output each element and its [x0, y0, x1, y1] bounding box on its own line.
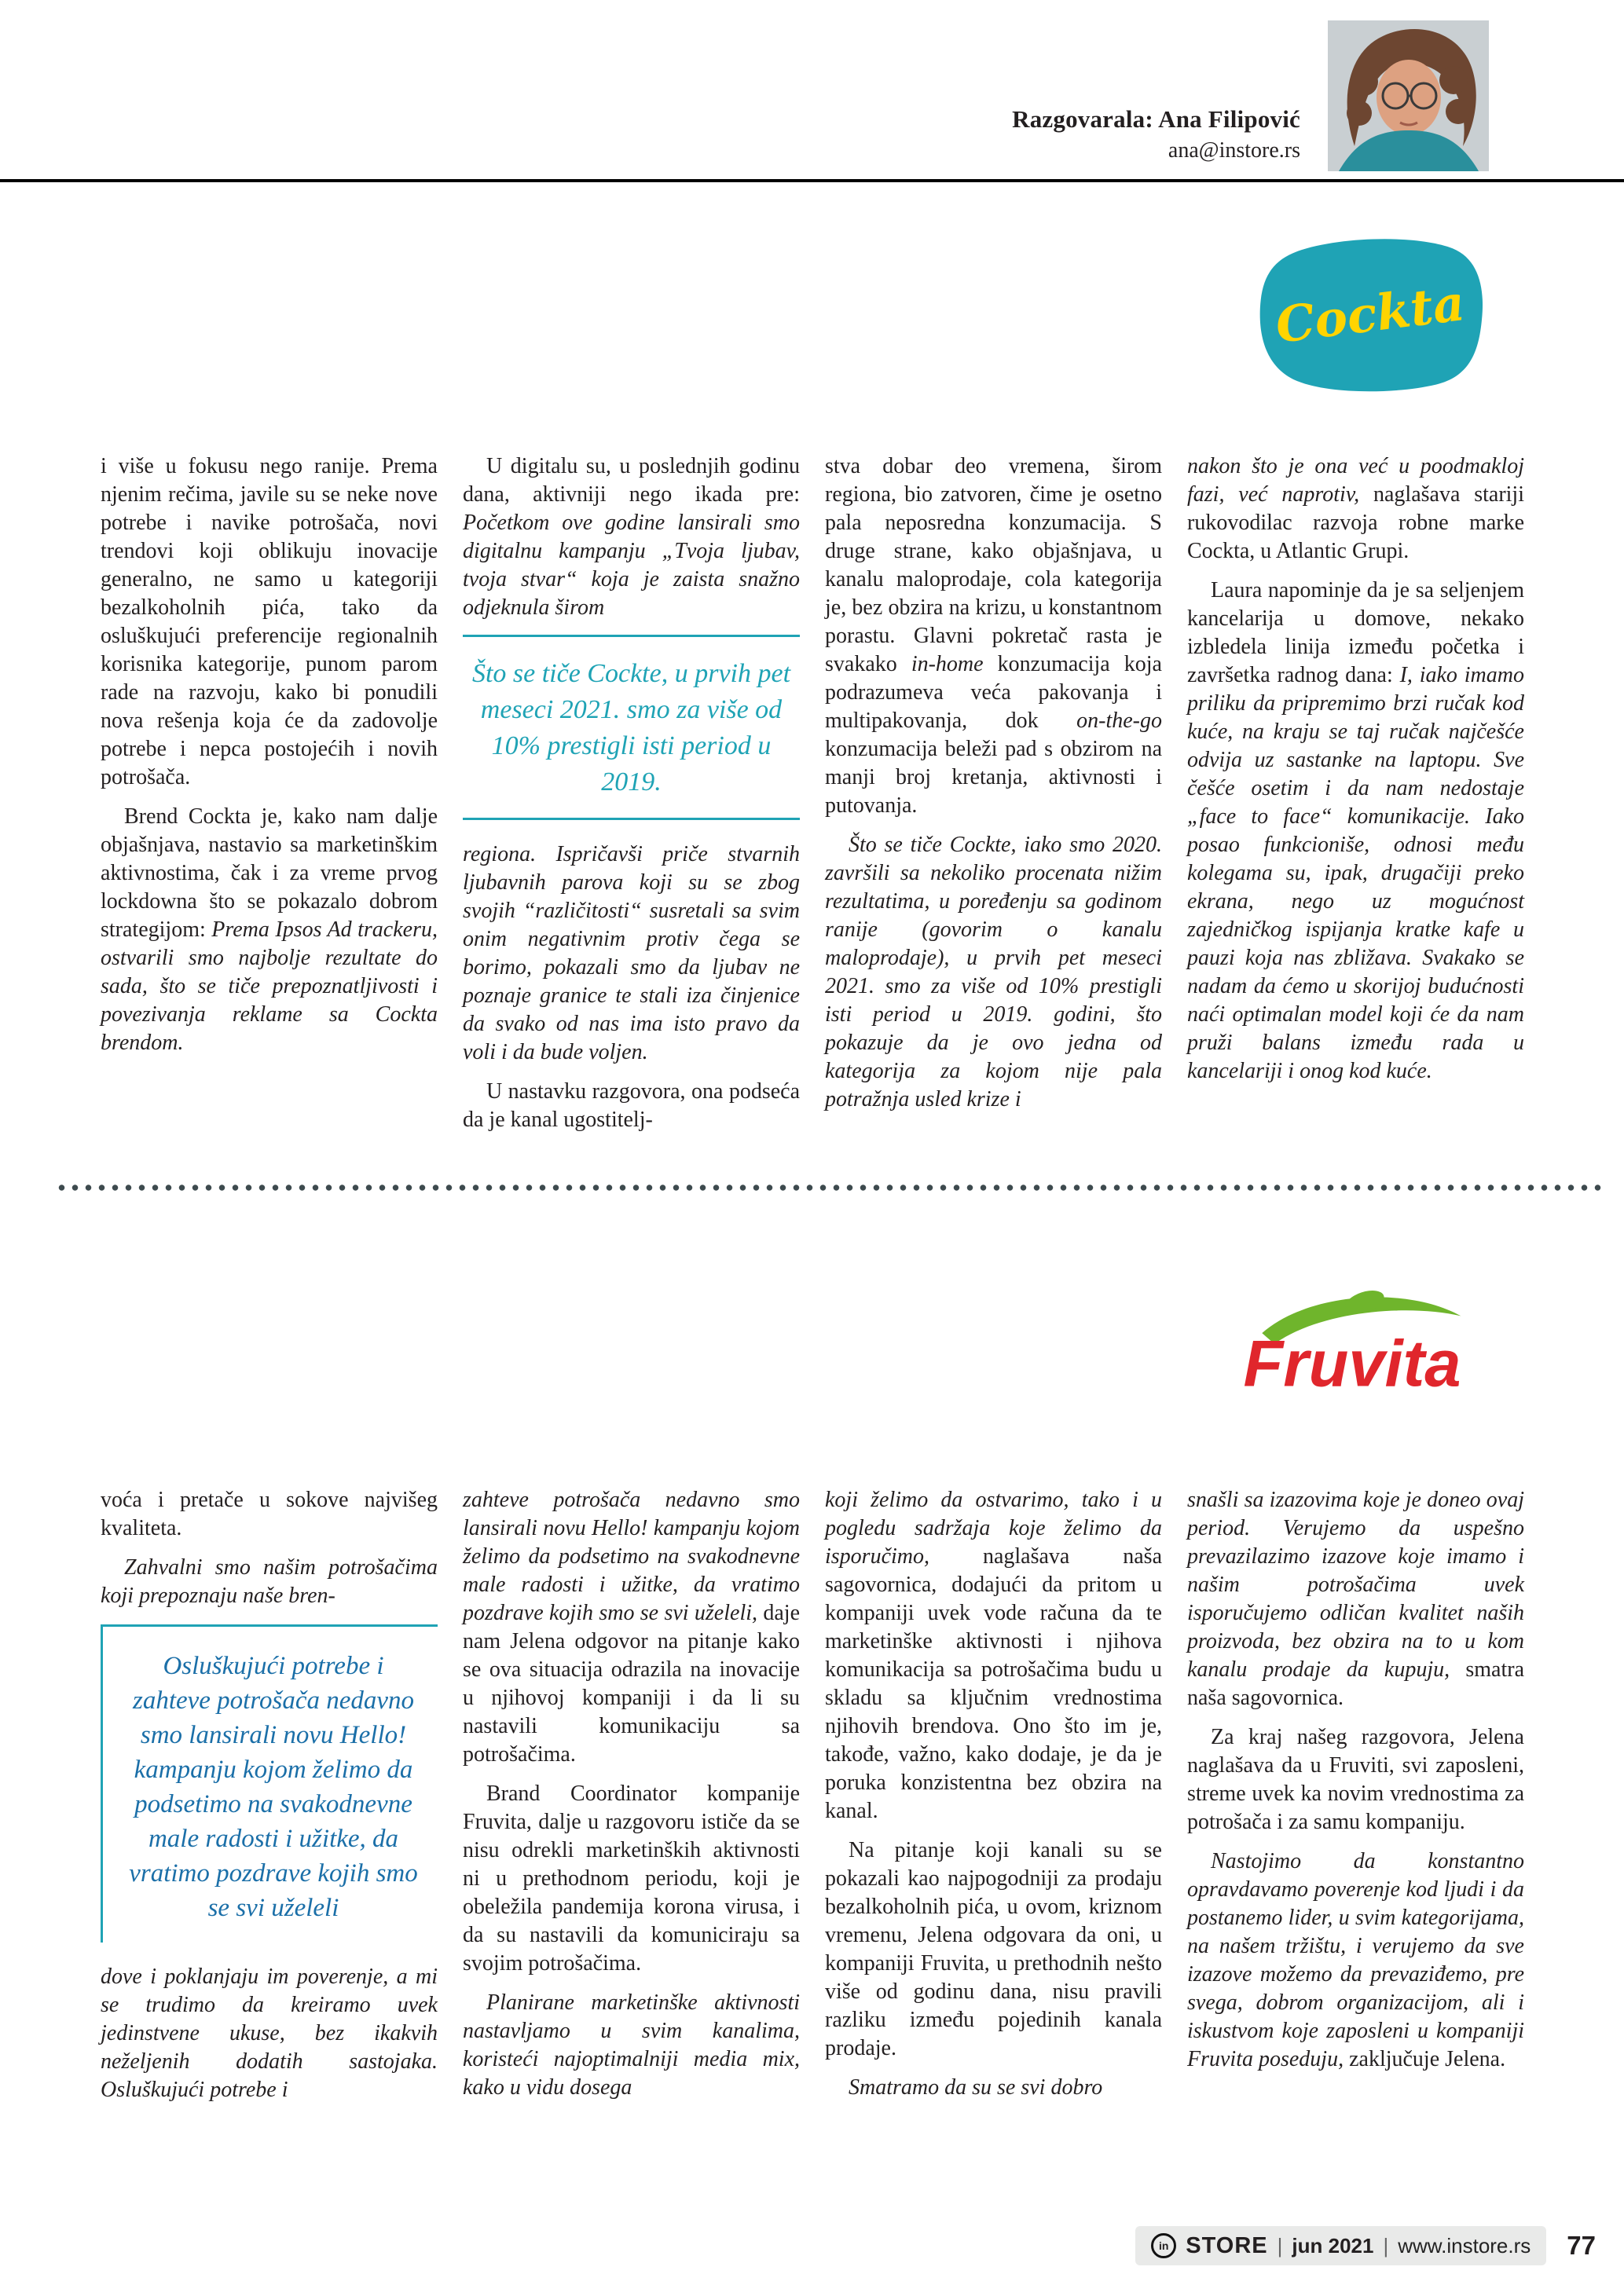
footer-separator-icon: |	[1277, 2233, 1283, 2258]
paragraph: snašli sa izazovima koje je doneo ovaj period. Verujemo da uspešno prevazilazimo izazove koje imamo i našim potrošačima uvek isporučujemo odličan kvalitet naših proizvoda, bez obzira na to u kom kanalu prodaje da kupuju, smatra naša sagovornica.	[1187, 1488, 1524, 1710]
footer-separator-icon: |	[1383, 2233, 1389, 2258]
paragraph: stva dobar deo vremena, širom regiona, bio zatvoren, čime je osetno pala neposredna konzumacija. S druge strane, kako objašnjava, u kanalu maloprodaje, cola kategorija je, bez obzira na krizu, u konstantnom porastu. Glavni pokretač rasta je svakako in-home konzumacija koja podrazumeva veća pakovanja i multipakovanja, dok on-the-go konzumacija beleži pad s obzirom na manji broj kretanja, aktivnosti i putovanja.	[825, 454, 1162, 818]
fruvita-column-2	[463, 1486, 800, 2115]
magazine-name: STORE	[1186, 2232, 1268, 2258]
paragraph: Smatramo da su se svi dobro	[849, 2075, 1103, 2100]
cockta-article	[101, 452, 1524, 1145]
paragraph: Na pitanje koji kanali su se pokazali kao najpogodniji za prodaju bezalkoholnih pića, u ovom, kriznom vremenu, Jelena odgovara da oni, u kompaniji Fruvita, u prethodnih nešto više od godinu dana, nisu pravili razliku između pojedinih kanala prodaje.	[825, 1838, 1162, 2060]
column-text	[101, 1963, 438, 2104]
paragraph: i više u fokusu nego ranije. Prema njenim rečima, javile su se neke nove potrebe i navike potrošača, novi trendovi koji oblikuju inovacije generalno, ne samo u kategoriji bezalkoholnih pića, tako da osluškujući preferencije regionalnih korisnika kategorije, punom parom rade na razvoju, kako bi ponudili nova rešenja koja će da zadovolje potrebe i nepca postojećih i novih potrošača.	[101, 454, 438, 789]
paragraph: Nastojimo da konstantno opravdavamo poverenje kod ljudi i da postanemo lider, u svim kategorijama, na našem tržištu, i verujemo da sve izazove možemo da prevaziđemo, pre svega, dobrom organizacijom, ali i iskustvom koje zaposleni u kompaniji Fruvita poseduju, zaključuje Jelena.	[1187, 1849, 1524, 2071]
cockta-logo	[1256, 234, 1485, 396]
footer-band	[1135, 2226, 1546, 2265]
byline: Razgovarala: Ana Filipović	[1012, 105, 1300, 133]
column-text	[101, 1486, 438, 1610]
cockta-pull-quote: Što se tiče Cockte, u prvih pet meseci 2021. smo za više od 10% prestigli isti period u 2019.	[463, 635, 800, 820]
fruvita-column-4	[1187, 1486, 1524, 2115]
column-text	[463, 840, 800, 1134]
cockta-column-3	[825, 452, 1162, 1145]
fruvita-article	[101, 1486, 1524, 2115]
author-email: ana@instore.rs	[1168, 138, 1300, 163]
paragraph: nakon što je ona već u poodmakloj fazi, već naprotiv, naglašava stariji rukovodilac razvoja robne marke Cockta, u Atlantic Grupi.	[1187, 454, 1524, 563]
paragraph: koji želimo da ostvarimo, tako i u pogledu sadržaja koje želimo da isporučimo, naglašava naša sagovornica, dodajući da pritom u kompaniji uvek vode računa da te marketinške aktivnosti i njihova komunikacija sa potrošačima budu u skladu sa ključnim vrednostima njihovih brendova. Ono što im je, takođe, važno, kako dodaje, je da je poruka konzistentna bez obzira na kanal.	[825, 1488, 1163, 1823]
paragraph: Planirane marketinške aktivnosti nastavljamo u svim kanalima, koristeći najoptimalniji media mix, kako u vidu dosega	[463, 1990, 800, 2100]
fruvita-logo	[1212, 1273, 1492, 1412]
paragraph: voća i pretače u sokove najvišeg kvaliteta.	[101, 1488, 438, 1540]
paragraph: Zahvalni smo našim potrošačima koji prepoznaju naše bren-	[101, 1555, 438, 1608]
paragraph: Brend Cockta je, kako nam dalje objašnjava, nastavio sa marketinškim aktivnostima, čak i za vreme prvog lockdowna što se pokazalo dobrom strategijom: Prema Ipsos Ad trackeru, ostvarili smo najbolje rezultate do sada, što se tiče prepoznatljivosti i povezivanja reklame sa Cockta brendom.	[101, 804, 438, 1055]
paragraph: zahteve potrošača nedavno smo lansirali novu Hello! kampanju kojom želimo da podsetimo na svakodnevne male radosti i užitke, da vratimo pozdrave kojih smo se svi uželeli, daje nam Jelena odgovor na pitanje kako se ova situacija odrazila na inovacije u njihovoj kompaniji i da li su nastavili komunikaciju sa potrošačima.	[463, 1488, 800, 1767]
byline-block	[1012, 105, 1300, 163]
fruvita-pull-quote: Osluškujući potrebe i zahteve potrošača nedavno smo lansirali novu Hello! kampanju kojom želimo da podsetimo na svakodnevne male radosti i užitke, da vratimo pozdrave kojih smo se svi uželeli	[101, 1624, 438, 1943]
fruvita-column-3	[825, 1486, 1162, 2115]
paragraph: Za kraj našeg razgovora, Jelena naglašava da u Fruviti, svi zaposleni, streme uvek ka novim vrednostima za potrošača i za samu kompaniju.	[1187, 1725, 1524, 1834]
author-photo	[1328, 20, 1489, 171]
fruvita-column-1	[101, 1486, 438, 2115]
footer	[1135, 2226, 1596, 2265]
cockta-column-1	[101, 452, 438, 1145]
column-text	[463, 452, 800, 622]
paragraph: Što se tiče Cockte, iako smo 2020. završili sa nekoliko procenata nižim rezultatima, u poređenju sa godinom ranije (govorim o kanalu maloprodaje), u prvih pet meseci 2021. smo za više od 10% prestigli isti period u 2019. godini, što pokazuje da je ovo jedna od kategorija za kojom nije pala potražnja usled krize i	[825, 833, 1162, 1111]
paragraph: U digitalu su, u poslednjih godinu dana, aktivniji nego ikada pre: Početkom ove godine lansirali smo digitalnu kampanju „Tvoja ljubav, tvoja stvar“ koja je zaista snažno odjeknula širom	[463, 454, 800, 620]
instore-circle-icon: in	[1151, 2233, 1176, 2258]
paragraph: Brand Coordinator kompanije Fruvita, dalje u razgovoru ističe da se nisu odrekli marketinških aktivnosti ni u prethodnom periodu, koji je obeležila pandemija korona virusa, i da su nastavili da komuniciraju sa svojim potrošačima.	[463, 1782, 800, 1976]
fruvita-logo-text: Fruvita	[1243, 1327, 1461, 1401]
dotted-divider	[55, 1183, 1605, 1192]
paragraph: regiona. Ispričavši priče stvarnih ljubavnih parova koji su se zbog svojih “različitosti“ susretali sa svim onim negativnim protiv čega se borimo, pokazali smo da ljubav ne poznaje granice te stali iza činjenice da svako od nas ima isto pravo da voli i da bude voljen.	[463, 842, 800, 1064]
website-url: www.instore.rs	[1398, 2233, 1531, 2258]
issue-date: jun 2021	[1292, 2233, 1374, 2258]
paragraph: Laura napominje da je sa seljenjem kancelarija u domove, nekako izbledela linija između početka i završetka radnog dana: I, iako imamo priliku da pripremimo brzi ručak kod kuće, na kraju se taj ručak najčešće odvija uz sastanke na laptopu. Sve češće osetim i da nam nedostaje „face to face“ komunikacije. Iako posao funkcioniše, odnosi među kolegama su, ipak, drugačiji preko ekrana, nego uz mogućnost zajedničkog ispijanja kratke kafe u pauzi koja nas zbližava. Svakako se nadam da ćemo u skorijoj budućnosti naći optimalan model koji će da nam pruži balans između rada u kancelariji i onog kod kuće.	[1187, 578, 1524, 1083]
cockta-logo-text: Cockta	[1272, 274, 1468, 354]
paragraph: dove i poklanjaju im poverenje, a mi se trudimo da kreiramo uvek jedinstvene ukuse, bez ikakvih neželjenih dodatih sastojaka. Osluškujući potrebe i	[101, 1965, 438, 2102]
cockta-column-2	[463, 452, 800, 1145]
header-rule	[0, 179, 1624, 182]
paragraph: U nastavku razgovora, ona podseća da je kanal ugostitelj-	[463, 1079, 800, 1132]
page-number: 77	[1567, 2231, 1596, 2260]
cockta-column-4	[1187, 452, 1524, 1145]
